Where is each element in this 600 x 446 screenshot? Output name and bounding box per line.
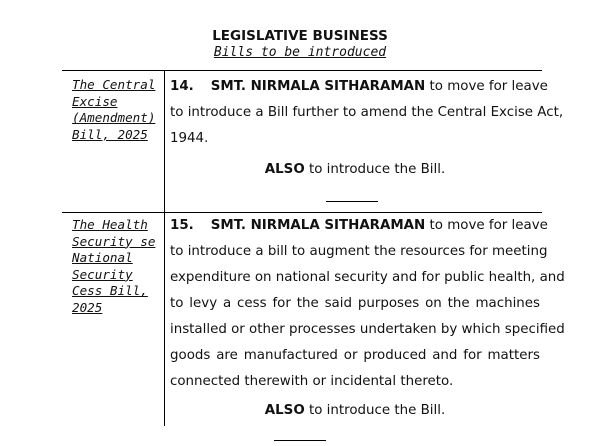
bill-14-also [170,162,540,177]
bill-15-line-1 [170,213,548,239]
bill-14-short-title [72,77,162,143]
bill-15-line-text: connected therewith or incidental thereto. [170,374,454,389]
bill-14-also-bold: ALSO [264,162,305,177]
bill-15-also-bold: ALSO [264,403,305,418]
bill-14-line-1 [170,74,548,100]
table-top-rule [62,70,542,71]
section-subtitle: Bills to be introduced [213,45,387,60]
bill-15-title-line: Security se [72,233,156,249]
bill-15-title-line: Cess Bill, [72,283,148,299]
bill-15-line-text: to move for leave [425,218,548,233]
bill-14-line-text: to introduce a Bill further to amend the Central Excise Act, [170,105,564,120]
bill-14-title-line: Excise [72,93,118,109]
bill-14-title-line: Bill, 2025 [72,126,148,142]
bill-15-also-text: to introduce the Bill. [304,403,446,418]
bill-15-number: 15. [170,218,194,233]
bill-15-line-text: expenditure on national security and for public health, and [170,270,565,285]
bill-14-also-text: to introduce the Bill. [304,162,446,177]
bill-14-number: 14. [170,79,194,94]
bill-15-also [170,403,540,418]
bill-15-title-line: The Health [72,217,148,232]
bill-14-title-line: The Central [72,77,156,92]
bill-15-line-text: installed or other processes undertaken by which specified [170,322,565,337]
bill-15-title-line: 2025 [72,299,103,315]
bill-15-separator [274,440,326,441]
bill-15-line-text: to levy a cess for the said purposes on the machines [170,296,540,311]
bill-14-title-line: (Amendment) [72,110,156,126]
bill-14-text [170,74,564,152]
bill-15-mover: SMT. NIRMALA SITHARAMAN [210,218,426,233]
bill-14-mover: SMT. NIRMALA SITHARAMAN [210,79,426,94]
bill-14-separator [326,201,378,202]
bill-15-title-line: National [72,250,133,266]
table-column-divider [164,70,165,426]
bill-14-line-text: 1944. [170,131,209,146]
bill-14-line-text: to move for leave [425,79,548,94]
bill-15-title-line: Security [72,266,133,282]
bill-15-line-text: to introduce a bill to augment the resources for meeting [170,244,548,259]
section-title: LEGISLATIVE BUSINESS [212,28,388,44]
bill-15-line-text: goods are manufactured or produced and for matters [170,348,540,363]
bill-15-text [170,213,565,395]
bill-15-short-title [72,217,162,317]
